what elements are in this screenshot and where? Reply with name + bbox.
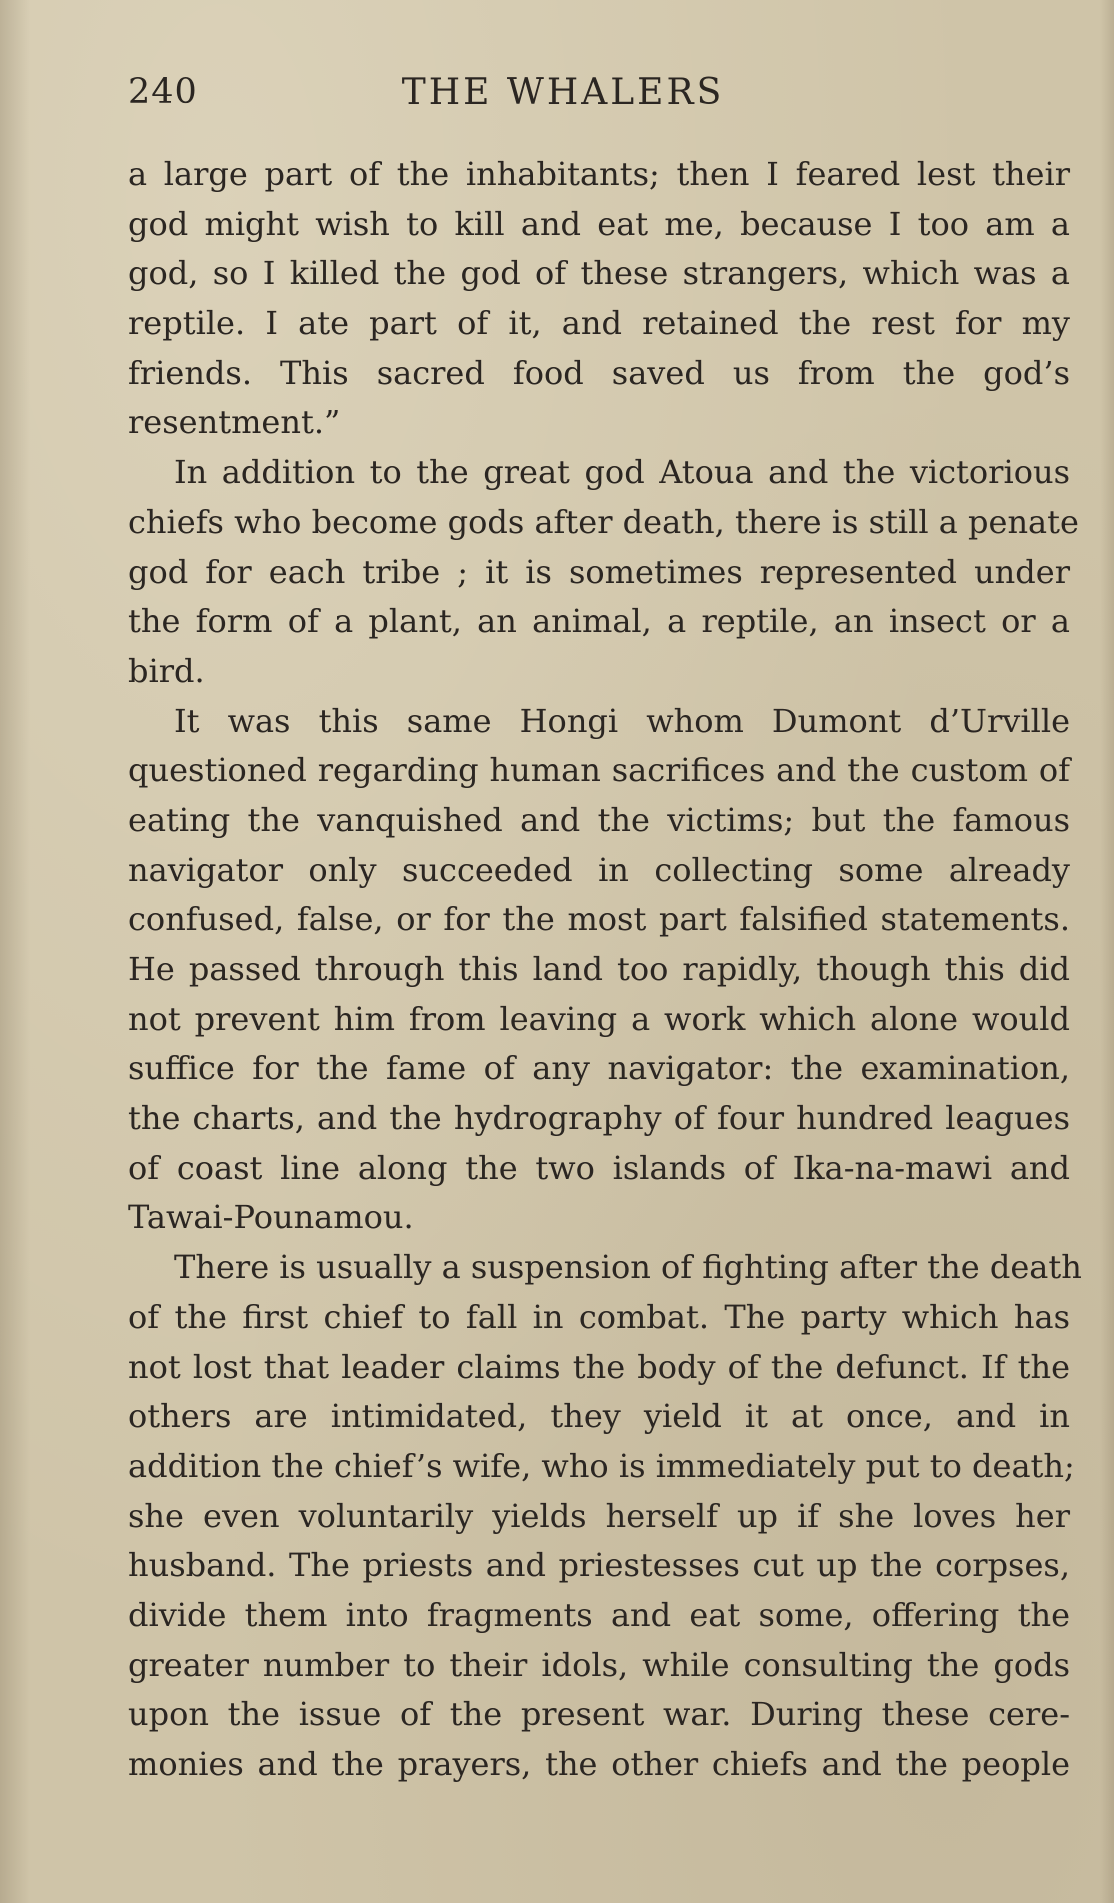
text-line: questioned regarding human sacrifices and the custom of [128,751,1070,790]
text-line: navigator only succeeded in collecting some already [128,850,1070,889]
text-line: not lost that leader claims the body of the defunct. If the [128,1347,1070,1386]
paragraph-end-line: Tawai-Pounamou. [128,1198,414,1237]
running-head [128,72,1068,122]
paragraph-end-line: bird. [128,651,205,690]
text-line: others are intimidated, they yield it at once, and in [128,1397,1070,1436]
paragraph-first-line: It was this same Hongi whom Dumont d’Urville [174,701,1070,740]
text-line: suffice for the fame of any navigator: the examination, [128,1049,1070,1088]
text-line: monies and the prayers, the other chiefs and the people [128,1745,1070,1783]
text-line: the charts, and the hydrography of four hundred leagues [128,1099,1070,1138]
text-line: addition the chief’s wife, who is immediately put to death; [128,1446,1075,1485]
text-line: the form of a plant, an animal, a reptile, an insect or a [128,602,1070,641]
text-line: of the first chief to fall in combat. The party which has [128,1297,1070,1336]
text-line: greater number to their idols, while consulting the gods [128,1645,1070,1684]
text-line: god might wish to kill and eat me, because I too am a [128,204,1070,243]
text-line: He passed through this land too rapidly, though this did [128,950,1070,988]
text-line: eating the vanquished and the victims; but the famous [128,800,1070,839]
page-number: 240 [128,72,198,112]
text-line: divide them into fragments and eat some, offering the [128,1595,1070,1634]
text-line: friends. This sacred food saved us from the god’s [128,353,1070,392]
page-edge-shadow-left [0,0,30,1903]
text-line: confused, false, or for the most part falsified statements. [128,900,1070,939]
text-line: god for each tribe ; it is sometimes represented under [128,552,1070,591]
text-line: she even voluntarily yields herself up if she loves her [128,1496,1070,1535]
running-title: THE WHALERS [401,72,725,113]
text-line: a large part of the inhabitants; then I feared lest their [128,155,1070,193]
text-line: upon the issue of the present war. During these cere- [128,1695,1070,1734]
paragraph-first-line: There is usually a suspension of fighting after the death [174,1248,1082,1287]
text-line: chiefs who become gods after death, there is still a penate [128,502,1079,541]
paragraph-first-line: In addition to the great god Atoua and the victorious [174,453,1070,492]
text-line: reptile. I ate part of it, and retained the rest for my [128,304,1070,343]
text-line: not prevent him from leaving a work which alone would [128,999,1070,1038]
paragraph-end-line: resentment.” [128,403,341,442]
text-line: god, so I killed the god of these strangers, which was a [128,254,1070,293]
page-edge-shadow-right [1100,0,1114,1903]
text-line: husband. The priests and priestesses cut up the corpses, [128,1546,1070,1585]
body-text [128,150,1082,1790]
text-line: of coast line along the two islands of Ika-na-mawi and [128,1148,1070,1187]
